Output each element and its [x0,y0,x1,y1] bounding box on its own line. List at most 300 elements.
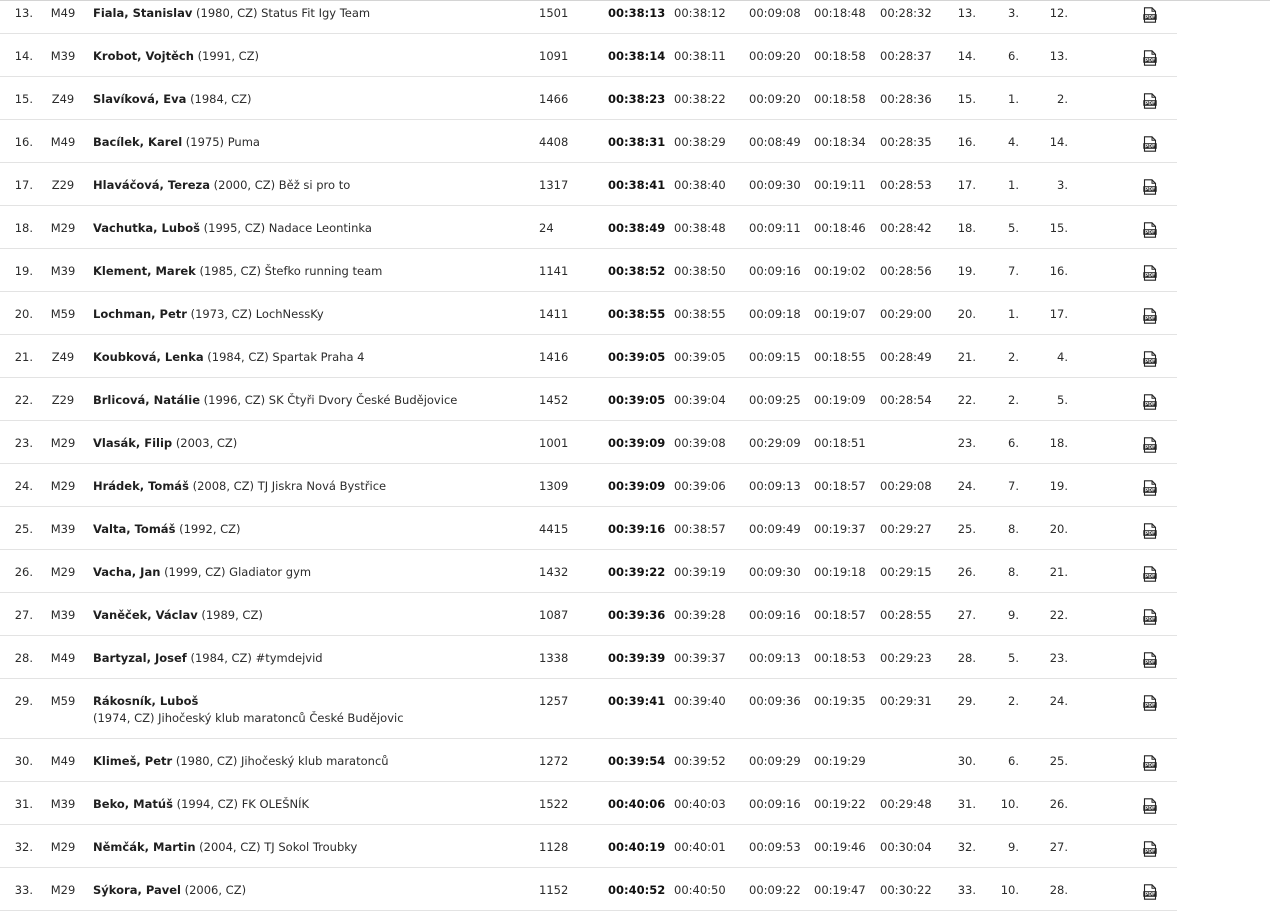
rank-category: 5. [1008,221,1019,235]
runner-name: Vaněček, Václav [93,608,198,622]
runner-cell [93,5,493,22]
split-1: 00:09:18 [749,307,801,321]
pdf-icon[interactable] [1143,394,1157,410]
position: 15. [14,92,33,106]
runner-info: (1999, CZ) Gladiator gym [164,565,312,579]
net-time: 00:38:55 [674,307,726,321]
split-3: 00:29:27 [880,522,932,536]
runner-info: (1996, CZ) SK Čtyři Dvory České Budějovice [203,393,458,407]
bib-number: 1141 [539,264,569,278]
rank-gender: 15. [1049,221,1068,235]
rank-overall: 31. [957,797,976,811]
position: 22. [14,393,33,407]
rank-overall: 18. [957,221,976,235]
runner-name: Brlicová, Natálie [93,393,200,407]
bib-number: 1452 [539,393,569,407]
gun-time: 00:38:31 [608,135,666,149]
table-row [0,868,1177,911]
gun-time: 00:38:52 [608,264,666,278]
split-1: 00:09:08 [749,6,801,20]
table-row [0,507,1177,550]
runner-name: Vlasák, Filip [93,436,173,450]
runner-cell [93,392,493,409]
svg-text:PDF: PDF [1144,445,1156,451]
bib-number: 1001 [539,436,569,450]
split-3: 00:28:53 [880,178,932,192]
category: M49 [50,6,76,20]
pdf-icon[interactable] [1143,136,1157,152]
bib-number: 1432 [539,565,569,579]
split-1: 00:09:49 [749,522,801,536]
runner-cell [93,349,493,366]
category: M39 [50,264,76,278]
net-time: 00:38:22 [674,92,726,106]
rank-gender: 4. [1057,350,1068,364]
svg-text:PDF: PDF [1144,488,1156,494]
rank-gender: 24. [1049,694,1068,708]
bib-number: 1338 [539,651,569,665]
rank-overall: 22. [957,393,976,407]
position: 33. [14,883,33,897]
rank-overall: 29. [957,694,976,708]
pdf-icon[interactable] [1143,50,1157,66]
runner-info: (1989, CZ) [201,608,263,622]
split-3: 00:29:48 [880,797,932,811]
split-1: 00:29:09 [749,436,801,450]
gun-time: 00:38:41 [608,178,666,192]
rank-overall: 14. [957,49,976,63]
split-2: 00:18:34 [814,135,866,149]
gun-time: 00:38:23 [608,92,666,106]
runner-cell [93,91,493,108]
runner-info: (1995, CZ) Nadace Leontinka [203,221,372,235]
svg-text:PDF: PDF [1144,15,1156,21]
split-1: 00:09:53 [749,840,801,854]
runner-cell [93,693,493,727]
rank-gender: 25. [1049,754,1068,768]
rank-overall: 25. [957,522,976,536]
bib-number: 1128 [539,840,569,854]
split-1: 00:09:30 [749,565,801,579]
category: M29 [50,883,76,897]
pdf-icon[interactable] [1143,437,1157,453]
split-2: 00:18:58 [814,49,866,63]
gun-time: 00:39:39 [608,651,666,665]
split-2: 00:19:11 [814,178,866,192]
runner-cell [93,796,493,813]
svg-text:PDF: PDF [1144,316,1156,322]
category: M39 [50,49,76,63]
split-2: 00:19:46 [814,840,866,854]
gun-time: 00:39:16 [608,522,666,536]
runner-cell [93,753,493,770]
split-1: 00:09:20 [749,92,801,106]
rank-gender: 12. [1049,6,1068,20]
svg-text:PDF: PDF [1144,402,1156,408]
pdf-icon[interactable] [1143,308,1157,324]
gun-time: 00:38:55 [608,307,666,321]
category: M39 [50,522,76,536]
split-2: 00:18:53 [814,651,866,665]
net-time: 00:38:12 [674,6,726,20]
runner-info: (1984, CZ) #tymdejvid [190,651,323,665]
runner-name: Krobot, Vojtěch [93,49,194,63]
table-row [0,421,1177,464]
runner-name: Sýkora, Pavel [93,883,181,897]
rank-overall: 24. [957,479,976,493]
position: 26. [14,565,33,579]
table-row [0,163,1177,206]
rank-category: 9. [1008,840,1019,854]
runner-info: (1994, CZ) FK OLEŠNÍK [176,797,310,811]
table-row [0,636,1177,679]
table-row [0,593,1177,636]
split-2: 00:18:55 [814,350,866,364]
net-time: 00:38:11 [674,49,726,63]
category: M49 [50,754,76,768]
rank-gender: 17. [1049,307,1068,321]
runner-name: Vacha, Jan [93,565,161,579]
rank-gender: 13. [1049,49,1068,63]
runner-name: Vachutka, Luboš [93,221,200,235]
runner-info: (2004, CZ) TJ Sokol Troubky [199,840,358,854]
position: 14. [14,49,33,63]
position: 30. [14,754,33,768]
pdf-icon[interactable] [1143,798,1157,814]
svg-text:PDF: PDF [1144,892,1156,898]
rank-category: 10. [1000,883,1019,897]
runner-info: (1975) Puma [185,135,260,149]
rank-category: 9. [1008,608,1019,622]
runner-info: (1973, CZ) LochNessKy [190,307,324,321]
bib-number: 1087 [539,608,569,622]
net-time: 00:39:19 [674,565,726,579]
bib-number: 1522 [539,797,569,811]
rank-gender: 20. [1049,522,1068,536]
bib-number: 1416 [539,350,569,364]
runner-info: (1992, CZ) [179,522,241,536]
rank-category: 7. [1008,264,1019,278]
net-time: 00:39:05 [674,350,726,364]
runner-cell [93,839,493,856]
split-3: 00:29:31 [880,694,932,708]
position: 17. [14,178,33,192]
category: M49 [50,135,76,149]
table-row [0,249,1177,292]
rank-gender: 5. [1057,393,1068,407]
gun-time: 00:39:36 [608,608,666,622]
table-row [0,464,1177,507]
split-2: 00:19:18 [814,565,866,579]
table-row [0,739,1177,782]
net-time: 00:39:37 [674,651,726,665]
runner-info: (1980, CZ) Status Fit Igy Team [196,6,371,20]
rank-gender: 2. [1057,92,1068,106]
svg-text:PDF: PDF [1144,187,1156,193]
gun-time: 00:38:14 [608,49,666,63]
position: 20. [14,307,33,321]
rank-category: 10. [1000,797,1019,811]
gun-time: 00:39:54 [608,754,666,768]
rank-gender: 18. [1049,436,1068,450]
net-time: 00:38:57 [674,522,726,536]
pdf-icon[interactable] [1143,7,1157,23]
pdf-icon[interactable] [1143,265,1157,281]
svg-text:PDF: PDF [1144,531,1156,537]
pdf-icon[interactable] [1143,609,1157,625]
runner-name: Němčák, Martin [93,840,196,854]
category: M29 [50,221,76,235]
bib-number: 1317 [539,178,569,192]
table-row [0,206,1177,249]
table-row [0,378,1177,421]
svg-text:PDF: PDF [1144,144,1156,150]
position: 24. [14,479,33,493]
svg-text:PDF: PDF [1144,763,1156,769]
split-3: 00:29:00 [880,307,932,321]
svg-text:PDF: PDF [1144,617,1156,623]
svg-text:PDF: PDF [1144,849,1156,855]
pdf-icon[interactable] [1143,566,1157,582]
table-row [0,77,1177,120]
pdf-icon[interactable] [1143,884,1157,900]
rank-category: 6. [1008,436,1019,450]
rank-gender: 28. [1049,883,1068,897]
pdf-icon[interactable] [1143,93,1157,109]
net-time: 00:39:52 [674,754,726,768]
pdf-icon[interactable] [1143,351,1157,367]
net-time: 00:39:04 [674,393,726,407]
runner-cell [93,306,493,323]
runner-info: (2000, CZ) Běž si pro to [213,178,351,192]
table-row [0,34,1177,77]
gun-time: 00:40:19 [608,840,666,854]
category: M59 [50,694,76,708]
position: 21. [14,350,33,364]
rank-gender: 3. [1057,178,1068,192]
pdf-icon[interactable] [1143,523,1157,539]
rank-overall: 19. [957,264,976,278]
pdf-icon[interactable] [1143,841,1157,857]
runner-name: Valta, Tomáš [93,522,176,536]
split-2: 00:18:48 [814,6,866,20]
rank-overall: 20. [957,307,976,321]
split-1: 00:09:25 [749,393,801,407]
category: M29 [50,479,76,493]
runner-cell [93,220,493,237]
category: Z49 [51,350,75,364]
split-2: 00:18:58 [814,92,866,106]
table-row [0,0,1177,34]
rank-gender: 27. [1049,840,1068,854]
rank-category: 1. [1008,307,1019,321]
split-1: 00:09:20 [749,49,801,63]
bib-number: 1501 [539,6,569,20]
net-time: 00:38:50 [674,264,726,278]
svg-text:PDF: PDF [1144,806,1156,812]
split-3: 00:28:42 [880,221,932,235]
svg-text:PDF: PDF [1144,703,1156,709]
split-1: 00:09:36 [749,694,801,708]
split-3: 00:28:36 [880,92,932,106]
category: Z29 [51,393,75,407]
runner-info: (1984, CZ) Spartak Praha 4 [207,350,365,364]
position: 19. [14,264,33,278]
net-time: 00:40:01 [674,840,726,854]
runner-cell [93,650,493,667]
pdf-icon[interactable] [1143,755,1157,771]
runner-cell [93,134,493,151]
net-time: 00:38:29 [674,135,726,149]
bib-number: 1411 [539,307,569,321]
runner-name: Klement, Marek [93,264,196,278]
runner-name: Hlaváčová, Tereza [93,178,210,192]
split-2: 00:19:02 [814,264,866,278]
split-1: 00:09:16 [749,608,801,622]
bib-number: 24 [539,221,554,235]
split-1: 00:09:22 [749,883,801,897]
split-1: 00:09:13 [749,479,801,493]
pdf-icon[interactable] [1143,652,1157,668]
rank-overall: 23. [957,436,976,450]
split-1: 00:09:15 [749,350,801,364]
split-3: 00:29:08 [880,479,932,493]
net-time: 00:38:48 [674,221,726,235]
split-1: 00:09:16 [749,264,801,278]
runner-name: Bacílek, Karel [93,135,183,149]
rank-overall: 15. [957,92,976,106]
category: Z29 [51,178,75,192]
svg-text:PDF: PDF [1144,101,1156,107]
split-1: 00:09:30 [749,178,801,192]
table-row [0,120,1177,163]
table-row [0,782,1177,825]
split-2: 00:18:46 [814,221,866,235]
runner-cell [93,607,493,624]
runner-cell [93,564,493,581]
gun-time: 00:38:13 [608,6,666,20]
rank-category: 6. [1008,49,1019,63]
rank-gender: 16. [1049,264,1068,278]
bib-number: 4408 [539,135,569,149]
svg-text:PDF: PDF [1144,359,1156,365]
runner-name: Lochman, Petr [93,307,187,321]
runner-cell [93,521,493,538]
position: 27. [14,608,33,622]
runner-name: Slavíková, Eva [93,92,187,106]
gun-time: 00:39:05 [608,350,666,364]
pdf-icon[interactable] [1143,179,1157,195]
svg-text:PDF: PDF [1144,230,1156,236]
rank-overall: 32. [957,840,976,854]
split-2: 00:18:51 [814,436,866,450]
rank-gender: 21. [1049,565,1068,579]
rank-category: 2. [1008,694,1019,708]
split-3: 00:28:32 [880,6,932,20]
rank-category: 1. [1008,92,1019,106]
split-2: 00:19:37 [814,522,866,536]
svg-text:PDF: PDF [1144,58,1156,64]
rank-overall: 17. [957,178,976,192]
rank-category: 6. [1008,754,1019,768]
split-1: 00:09:11 [749,221,801,235]
rank-category: 1. [1008,178,1019,192]
net-time: 00:39:40 [674,694,726,708]
gun-time: 00:40:06 [608,797,666,811]
rank-category: 5. [1008,651,1019,665]
bib-number: 1152 [539,883,569,897]
pdf-icon[interactable] [1143,480,1157,496]
rank-overall: 27. [957,608,976,622]
gun-time: 00:39:22 [608,565,666,579]
category: M29 [50,840,76,854]
rank-overall: 30. [957,754,976,768]
net-time: 00:39:06 [674,479,726,493]
rank-category: 2. [1008,393,1019,407]
gun-time: 00:39:09 [608,436,666,450]
split-1: 00:09:13 [749,651,801,665]
net-time: 00:38:40 [674,178,726,192]
svg-text:PDF: PDF [1144,660,1156,666]
rank-gender: 14. [1049,135,1068,149]
split-2: 00:19:35 [814,694,866,708]
split-2: 00:19:22 [814,797,866,811]
runner-cell [93,435,493,452]
position: 25. [14,522,33,536]
rank-category: 3. [1008,6,1019,20]
rank-gender: 22. [1049,608,1068,622]
bib-number: 1272 [539,754,569,768]
split-2: 00:19:07 [814,307,866,321]
split-3: 00:30:22 [880,883,932,897]
split-3: 00:30:04 [880,840,932,854]
runner-info: (1974, CZ) Jihočeský klub maratonců České Budějovic [93,711,404,725]
rank-overall: 21. [957,350,976,364]
position: 18. [14,221,33,235]
bib-number: 4415 [539,522,569,536]
position: 28. [14,651,33,665]
split-3: 00:29:23 [880,651,932,665]
split-2: 00:19:29 [814,754,866,768]
rank-category: 2. [1008,350,1019,364]
runner-cell [93,177,493,194]
rank-category: 4. [1008,135,1019,149]
rank-category: 8. [1008,565,1019,579]
rank-gender: 19. [1049,479,1068,493]
net-time: 00:40:50 [674,883,726,897]
pdf-icon[interactable] [1143,222,1157,238]
split-3: 00:29:15 [880,565,932,579]
runner-cell [93,263,493,280]
gun-time: 00:40:52 [608,883,666,897]
runner-cell [93,478,493,495]
runner-cell [93,882,493,899]
table-row [0,679,1177,739]
rank-category: 7. [1008,479,1019,493]
bib-number: 1257 [539,694,569,708]
position: 29. [14,694,33,708]
net-time: 00:40:03 [674,797,726,811]
pdf-icon[interactable] [1143,695,1157,711]
category: M29 [50,565,76,579]
category: Z49 [51,92,75,106]
position: 32. [14,840,33,854]
split-2: 00:19:47 [814,883,866,897]
category: M29 [50,436,76,450]
rank-overall: 28. [957,651,976,665]
runner-name: Koubková, Lenka [93,350,204,364]
runner-name: Rákosník, Luboš [93,694,199,708]
